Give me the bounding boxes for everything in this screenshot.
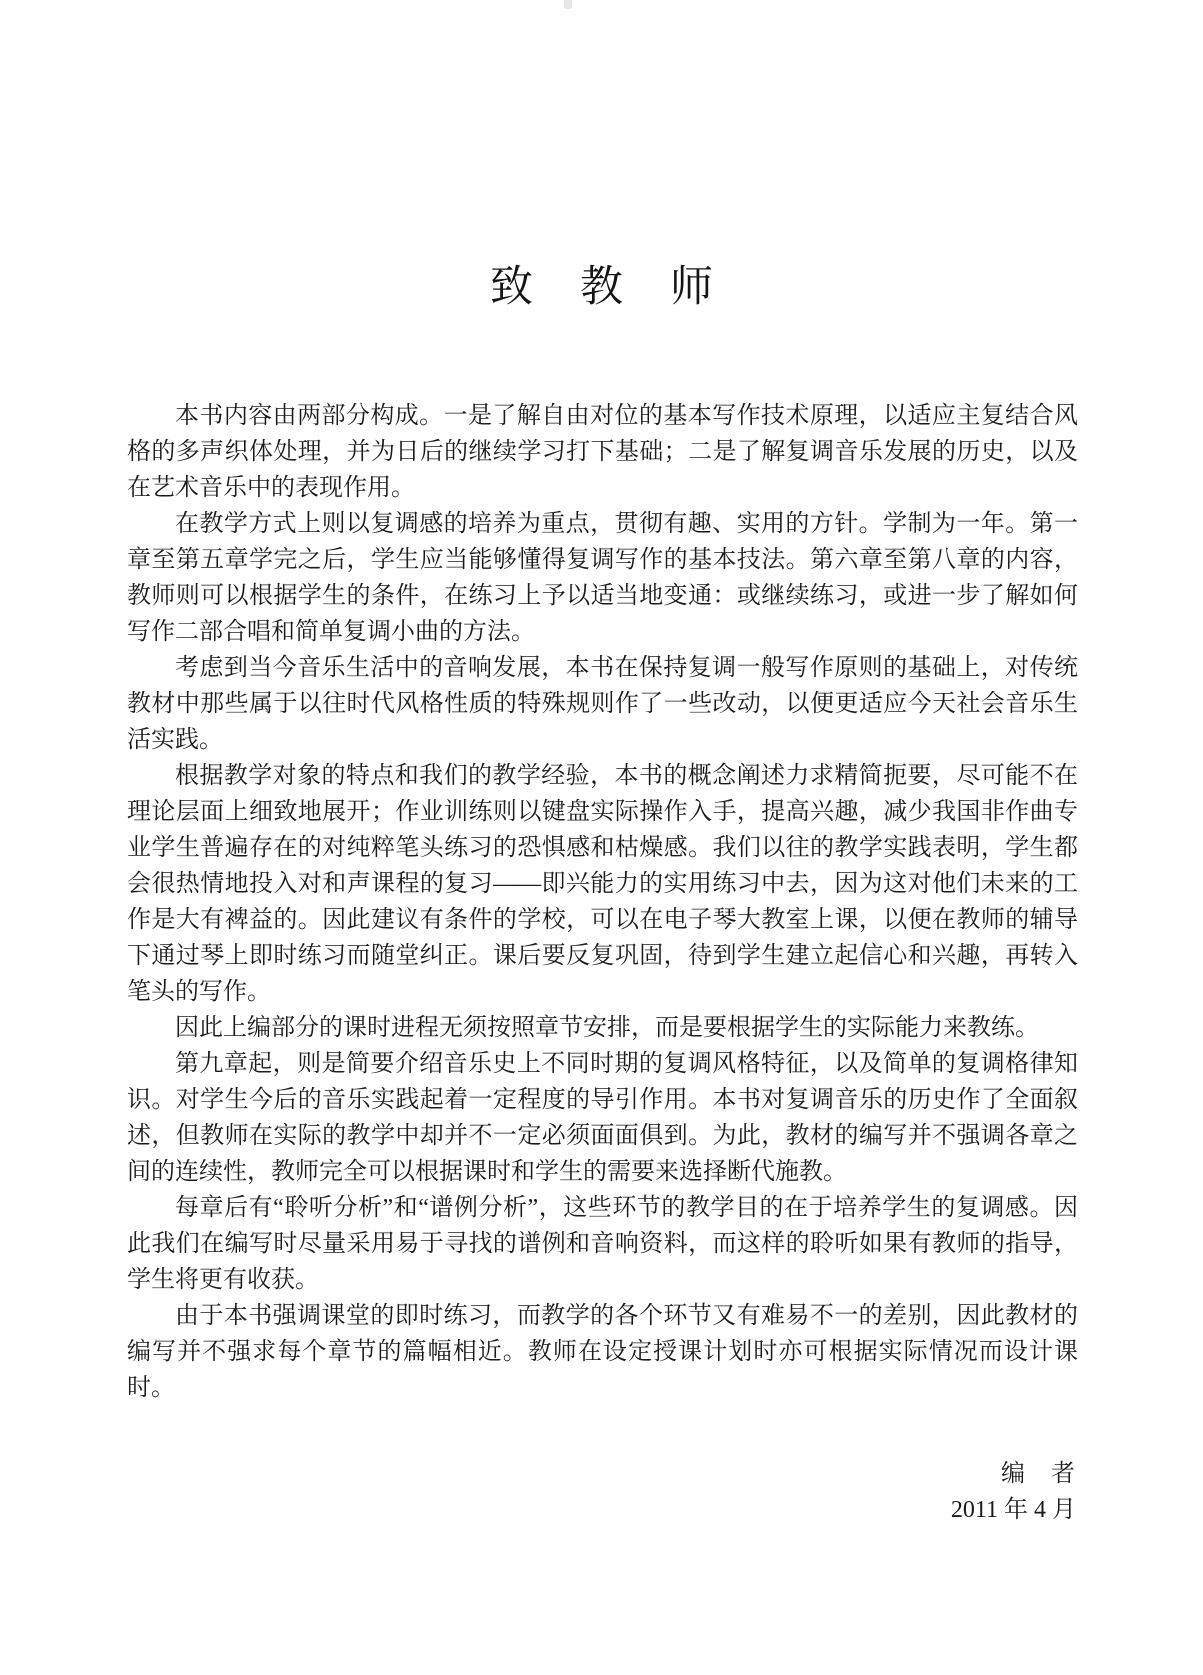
paragraph-3: 考虑到当今音乐生活中的音响发展，本书在保持复调一般写作原则的基础上，对传统教材中那些属于以往时代风格性质的特殊规则作了一些改动，以便更适应今天社会音乐生活实践。 <box>127 654 1078 753</box>
paragraph-8: 由于本书强调课堂的即时练习，而教学的各个环节又有难易不一的差别，因此教材的编写并不强求每个章节的篇幅相近。教师在设定授课计划时亦可根据实际情况而设计课时。 <box>127 1302 1078 1401</box>
paragraph-4: 根据教学对象的特点和我们的教学经验，本书的概念阐述力求精简扼要，尽可能不在理论层面上细致地展开；作业训练则以键盘实际操作入手，提高兴趣，减少我国非作曲专业学生普遍存在的对纯粹笔头练习的恐惧感和枯燥感。我们以往的教学实践表明，学生都会很热情地投入对和声课程的复习——即兴能力的实用练习中去，因为这对他们未来的工作是大有裨益的。因此建议有条件的学校，可以在电子琴大教室上课，以便在教师的辅导下通过琴上即时练习而随堂纠正。课后要反复巩固，待到学生建立起信心和兴趣，再转入笔头的写作。 <box>127 762 1078 1005</box>
paragraph-7: 每章后有“聆听分析”和“谱例分析”，这些环节的教学目的在于培养学生的复调感。因此我们在编写时尽量采用易于寻找的谱例和音响资料，而这样的聆听如果有教师的指导，学生将更有收获。 <box>127 1194 1078 1293</box>
paragraph-6: 第九章起，则是简要介绍音乐史上不同时期的复调风格特征，以及简单的复调格律知识。对学生今后的音乐实践起着一定程度的导引作用。本书对复调音乐的历史作了全面叙述，但教师在实际的教学中却并不一定必须面面俱到。为此，教材的编写并不强调各章之间的连续性，教师完全可以根据课时和学生的需要来选择断代施教。 <box>127 1050 1078 1185</box>
paragraph-5: 因此上编部分的课时进程无须按照章节安排，而是要根据学生的实际能力来教练。 <box>175 1014 1039 1041</box>
signature-date: 2011 年 4 月 <box>950 1496 1076 1523</box>
page-title: 致 教 师 <box>490 264 715 311</box>
signature-author: 编 者 <box>1001 1460 1076 1487</box>
paragraph-2: 在教学方式上则以复调感的培养为重点，贯彻有趣、实用的方针。学制为一年。第一章至第五章学完之后，学生应当能够懂得复调写作的基本技法。第六章至第八章的内容，教师则可以根据学生的条件，在练习上予以适当地变通：或继续练习，或进一步了解如何写作二部合唱和简单复调小曲的方法。 <box>127 510 1078 645</box>
paragraph-1: 本书内容由两部分构成。一是了解自由对位的基本写作技术原理，以适应主复结合风格的多声织体处理，并为日后的继续学习打下基础；二是了解复调音乐发展的历史，以及在艺术音乐中的表现作用。 <box>127 402 1078 501</box>
signature-block <box>127 1456 1078 1528</box>
preface-body <box>127 398 1078 1406</box>
page-content <box>127 0 1078 1528</box>
